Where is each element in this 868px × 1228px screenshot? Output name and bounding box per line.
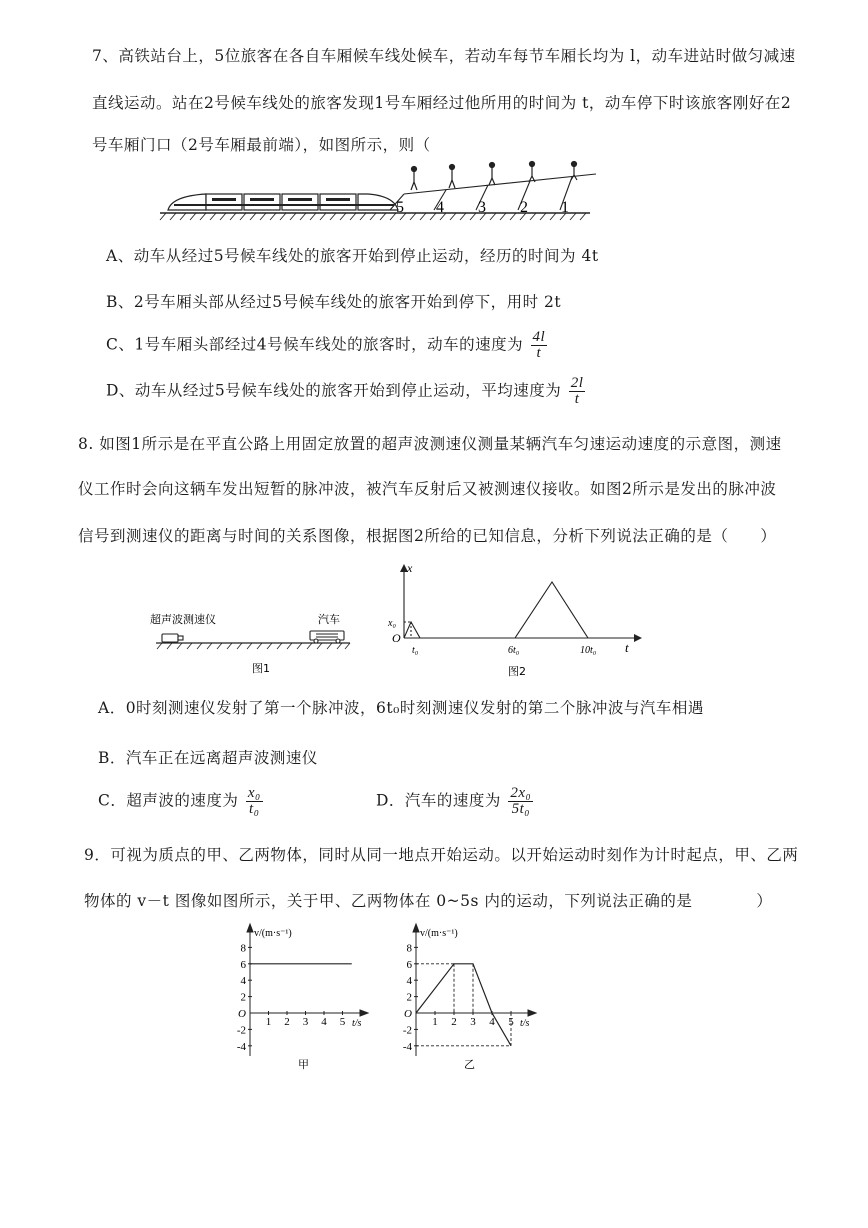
label-4: 4 <box>436 199 444 216</box>
q7-line2: 直线运动。站在2号候车线处的旅客发现1号车厢经过他所用的时间为 t，动车停下时该旅客刚好在2 <box>92 94 792 112</box>
fig2-small-peak <box>404 622 420 638</box>
q7-option-c <box>106 330 547 361</box>
yi-y-tick-1: 6 <box>406 958 412 971</box>
jia-y-tick-4: O <box>238 1008 246 1020</box>
q8-option-c <box>98 786 263 817</box>
jia-y-tick-1: 6 <box>240 958 246 971</box>
jia-y-label: v/(m·s⁻¹) <box>254 928 292 939</box>
q7-train-figure <box>158 160 598 230</box>
jia-x-label: t/s <box>352 1018 362 1029</box>
q7-line1: 7、高铁站台上，5位旅客在各自车厢候车线处候车，若动车每节车厢长均为 l，动车进站时做匀减速 <box>92 47 796 65</box>
jia-x-tick-2: 2 <box>284 1016 290 1028</box>
q7-option-b: B、2号车厢头部从经过5号候车线处的旅客开始到停下，用时 2t <box>106 293 562 311</box>
fig2-caption: 图2 <box>508 665 526 678</box>
label-2: 2 <box>520 199 528 216</box>
q9-line2: 物体的 v－t 图像如图所示，关于甲、乙两物体在 0~5s 内的运动，下列说法正确的是 ） <box>84 892 773 910</box>
q8-option-c-text: C．超声波的速度为 <box>98 791 239 810</box>
q8-option-b: B．汽车正在远离超声波测速仪 <box>98 749 318 767</box>
q8-figure2 <box>382 560 644 680</box>
yi-y-tick-5: -2 <box>402 1024 412 1037</box>
q8-option-d-fraction: $\frac{\text{2x₀}}{\text{5t₀}}$ <box>510 785 532 817</box>
yi-x-tick-1: 1 <box>432 1016 438 1028</box>
q7-option-c-fraction: $\frac{4l}{t}$ <box>532 329 546 361</box>
yi-y-tick-6: -4 <box>402 1040 412 1053</box>
yi-x-ticks <box>432 1011 514 1028</box>
q7-option-d-text: D、动车从经过5号候车线处的旅客开始到停止运动，平均速度为 <box>106 381 562 400</box>
speed-gun-icon <box>162 634 183 642</box>
jia-x-ticks <box>266 1011 346 1028</box>
yi-caption: 乙 <box>464 1058 475 1071</box>
q8-option-a: A．0时刻测速仪发射了第一个脉冲波，6t₀时刻测速仪发射的第二个脉冲波与汽车相遇 <box>98 699 704 717</box>
yi-y-tick-3: 2 <box>406 991 412 1004</box>
fig2-large-peak <box>515 582 588 638</box>
q8-figure1 <box>140 605 360 680</box>
jia-y-tick-0: 8 <box>240 942 246 955</box>
q7-option-a: A、动车从经过5号候车线处的旅客开始到停止运动，经历的时间为 4t <box>106 247 599 265</box>
label-5: 5 <box>396 199 404 216</box>
q7-line3: 号车厢门口（2号车厢最前端），如图所示，则（ <box>92 136 431 154</box>
q7-option-c-text: C、1号车厢头部经过4号候车线处的旅客时，动车的速度为 <box>106 335 524 354</box>
jia-x-tick-1: 1 <box>265 1016 272 1028</box>
q9-graph-yi <box>392 920 552 1078</box>
yi-x-label: t/s <box>520 1018 530 1029</box>
fig2-x-axis-label: t <box>625 640 629 655</box>
jia-caption: 甲 <box>298 1058 309 1071</box>
jia-y-tick-3: 2 <box>240 991 246 1004</box>
yi-y-tick-2: 4 <box>406 975 412 988</box>
q9-graph-jia <box>218 920 378 1078</box>
q7-option-d-fraction: $\frac{2l}{t}$ <box>570 375 584 407</box>
jia-y-tick-6: -4 <box>236 1040 246 1053</box>
fig1-caption: 图1 <box>252 662 270 675</box>
jia-x-tick-5: 5 <box>339 1016 346 1028</box>
q8-line3: 信号到测速仪的距离与时间的关系图像，根据图2所给的已知信息，分析下列说法正确的是（ ） <box>78 527 777 545</box>
fig2-origin: O <box>392 631 401 645</box>
q7-option-d <box>106 376 585 407</box>
jia-x-tick-3: 3 <box>302 1016 309 1028</box>
fig2-x0-label: x₀ <box>388 618 396 629</box>
train-icon <box>168 194 398 210</box>
yi-x-tick-3: 3 <box>470 1016 476 1028</box>
fig1-device-label: 超声波测速仪 <box>150 613 216 626</box>
passenger-icons <box>411 162 577 191</box>
yi-series-line <box>416 964 511 1046</box>
label-3: 3 <box>478 199 486 216</box>
jia-y-tick-5: -2 <box>236 1024 246 1037</box>
yi-guides <box>416 964 511 1046</box>
q8-line2: 仪工作时会向这辆车发出短暂的脉冲波，被汽车反射后又被测速仪接收。如图2所示是发出的脉冲波 <box>78 480 777 498</box>
q8-line1: 8. 如图1所示是在平直公路上用固定放置的超声波测速仪测量某辆汽车匀速运动速度的示意图，测速 <box>78 435 782 453</box>
yi-y-tick-0: 8 <box>406 942 412 955</box>
label-1: 1 <box>561 199 569 216</box>
q8-option-d <box>376 786 533 817</box>
yi-y-tick-4: O <box>404 1008 412 1020</box>
fig2-10t0-label: 10t₀ <box>580 645 597 656</box>
q8-option-d-text: D．汽车的速度为 <box>376 791 501 810</box>
yi-x-tick-5: 5 <box>508 1016 514 1028</box>
jia-x-tick-4: 4 <box>321 1016 327 1028</box>
jia-y-tick-2: 4 <box>240 975 246 988</box>
yi-y-label: v/(m·s⁻¹) <box>420 928 458 939</box>
yi-x-tick-2: 2 <box>451 1016 457 1028</box>
fig2-6t0-label: 6t₀ <box>508 645 520 656</box>
fig2-t0-label: t₀ <box>412 645 419 656</box>
fig2-y-axis-label: x <box>407 561 413 575</box>
yi-x-tick-4: 4 <box>489 1016 495 1028</box>
car-icon <box>310 631 344 643</box>
fig1-car-label: 汽车 <box>318 613 340 626</box>
q8-option-c-fraction: $\frac{\text{x₀}}{\text{t₀}}$ <box>247 785 261 817</box>
q9-line1: 9．可视为质点的甲、乙两物体，同时从同一地点开始运动。以开始运动时刻作为计时起点，甲、乙两 <box>84 846 799 864</box>
